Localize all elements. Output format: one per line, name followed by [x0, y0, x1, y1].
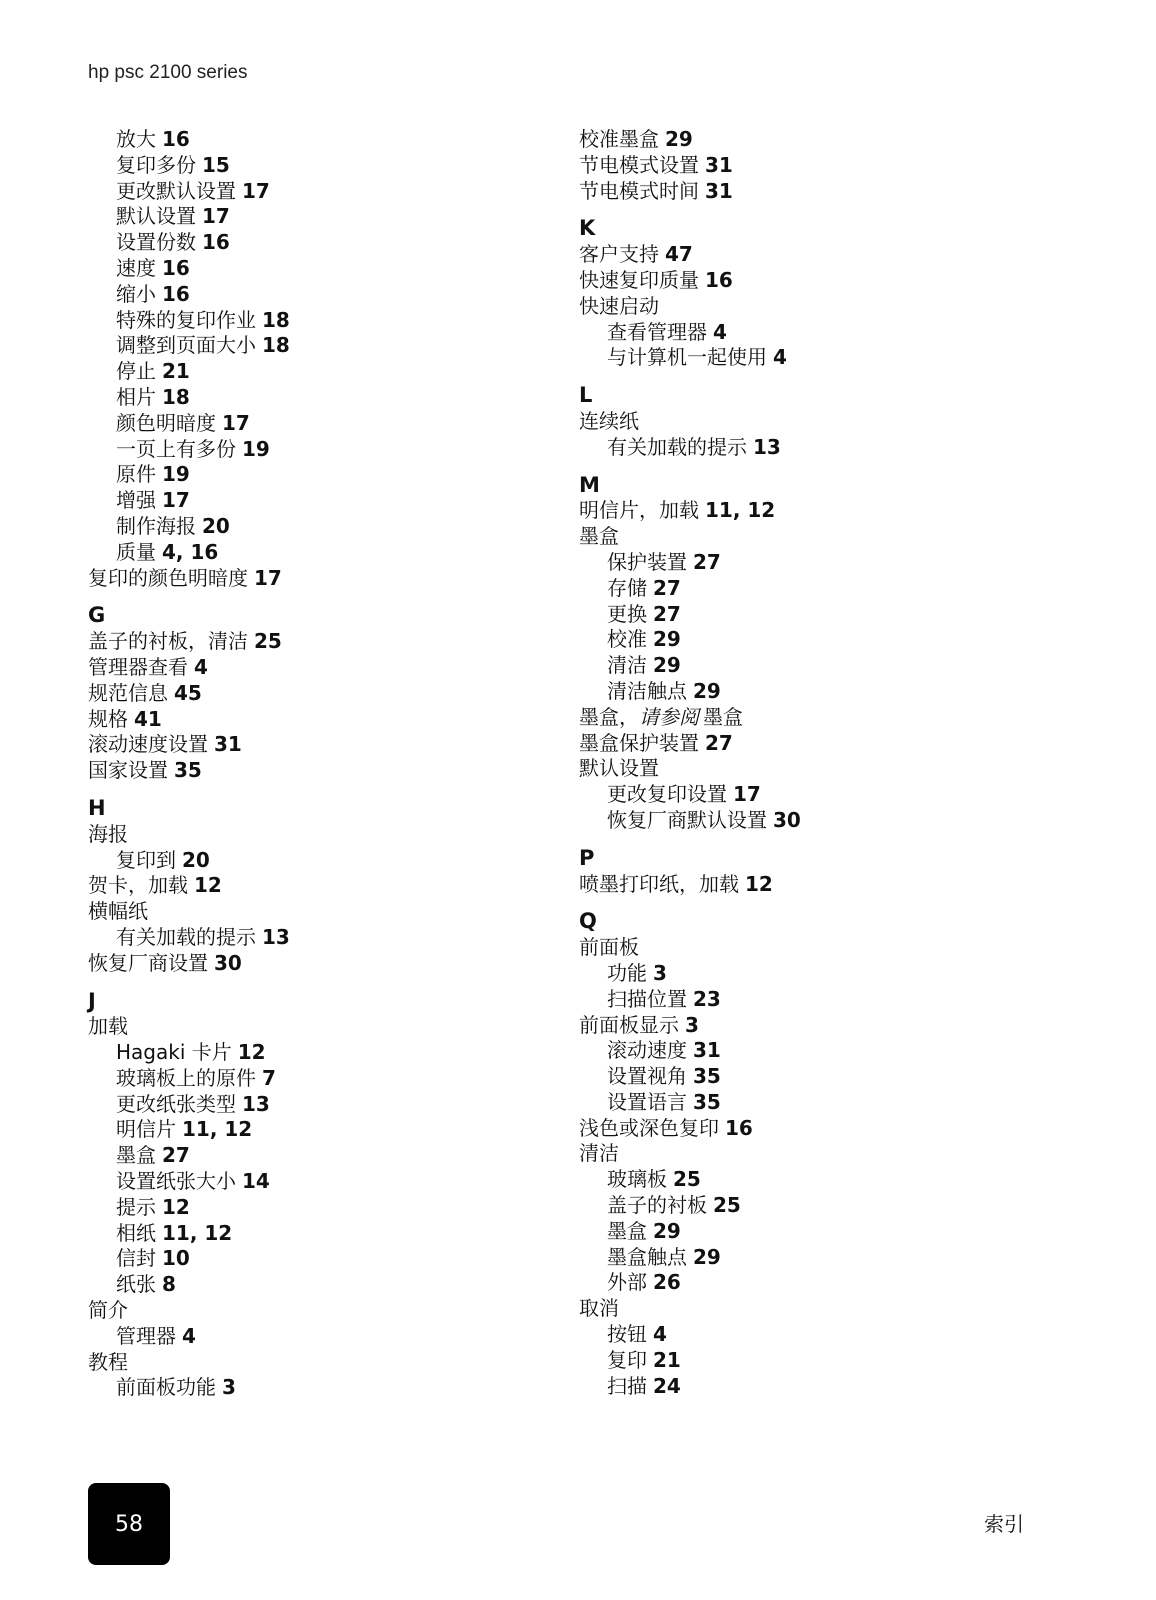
index-term: 前面板: [579, 935, 639, 960]
index-entry: [579, 498, 1079, 524]
index-page-refs: 4: [653, 1322, 667, 1347]
index-entry: [579, 294, 1079, 320]
index-letter-heading: K: [579, 216, 596, 241]
index-letter-heading: Q: [579, 909, 597, 934]
index-subentry: [88, 488, 588, 514]
index-page-refs: 16: [725, 1115, 753, 1140]
index-subentry: [88, 1169, 588, 1195]
index-page-refs: 21: [653, 1347, 681, 1372]
index-entry: [88, 732, 588, 758]
index-entry: [88, 1014, 588, 1040]
index-term: 前面板功能: [116, 1375, 216, 1400]
index-entry: [579, 1013, 1079, 1039]
index-term: 功能: [607, 960, 647, 985]
index-term: 更改默认设置: [116, 178, 236, 203]
index-term: 墨盒: [607, 1218, 647, 1243]
index-subentry: [579, 627, 1079, 653]
index-entry: [579, 1296, 1079, 1322]
index-subentry: [579, 1219, 1079, 1245]
index-page-refs: 16: [202, 230, 230, 255]
running-header: hp psc 2100 series: [88, 62, 248, 83]
index-term: 外部: [607, 1270, 647, 1295]
index-entry: [579, 268, 1079, 294]
index-entry: [88, 951, 588, 977]
index-term: 按钮: [607, 1322, 647, 1347]
index-subentry: [88, 1272, 588, 1298]
index-page-refs: 15: [202, 152, 230, 177]
index-letter-heading: L: [579, 383, 593, 408]
index-term: 节电模式时间: [579, 178, 699, 203]
index-entry: [88, 873, 588, 899]
index-page-refs: 29: [693, 1244, 721, 1269]
index-page-refs: 45: [174, 680, 202, 705]
index-subentry: [88, 308, 588, 334]
index-term: 更改纸张类型: [116, 1091, 236, 1116]
index-page-refs: 17: [254, 565, 282, 590]
index-page-refs: 19: [242, 436, 270, 461]
index-page-refs: 3: [685, 1012, 699, 1037]
index-subentry: [579, 1193, 1079, 1219]
index-entry: [88, 1298, 588, 1324]
index-page-refs: 4, 16: [162, 539, 219, 564]
index-see-also: 请参阅: [639, 704, 699, 729]
index-term: 扫描位置: [607, 986, 687, 1011]
index-term: 恢复厂商设置: [88, 950, 208, 975]
index-page-refs: 25: [713, 1193, 741, 1218]
index-subentry: [579, 1270, 1079, 1296]
index-subentry: [88, 204, 588, 230]
index-page-refs: 14: [242, 1169, 270, 1194]
index-page-refs: 29: [665, 127, 693, 151]
index-subentry: [88, 411, 588, 437]
index-term: 规格: [88, 706, 128, 731]
index-term: 横幅纸: [88, 899, 148, 924]
index-term: 复印的颜色明暗度: [88, 565, 248, 590]
index-entry: [579, 872, 1079, 898]
index-term: 浅色或深色复印: [579, 1115, 719, 1140]
index-subentry: [88, 1143, 588, 1169]
index-page-refs: 19: [162, 462, 190, 487]
index-term: 调整到页面大小: [116, 333, 256, 358]
index-subentry: [88, 1066, 588, 1092]
index-term: 放大: [116, 127, 156, 151]
index-page-refs: 13: [242, 1091, 270, 1116]
index-subentry: [579, 1348, 1079, 1374]
index-term: 明信片: [116, 1117, 176, 1142]
index-page-refs: 12: [745, 871, 773, 896]
index-page-refs: 4: [773, 345, 787, 370]
index-page-refs: 29: [653, 1218, 681, 1243]
index-page-refs: 7: [262, 1065, 276, 1090]
index-page-refs: 12: [162, 1194, 190, 1219]
index-page-refs: 18: [162, 384, 190, 409]
index-term: 快速启动: [579, 293, 659, 318]
index-term: 更改复印设置: [607, 782, 727, 807]
index-term: 前面板显示: [579, 1012, 679, 1037]
index-subentry: [579, 1245, 1079, 1271]
index-subentry: [579, 320, 1079, 346]
index-subentry: [88, 127, 588, 153]
index-term: 信封: [116, 1246, 156, 1271]
index-page-refs: 11, 12: [182, 1117, 253, 1142]
index-page-refs: 27: [162, 1143, 190, 1168]
index-page-refs: 25: [673, 1167, 701, 1192]
index-entry: [579, 1116, 1079, 1142]
index-letter-heading: J: [88, 988, 96, 1013]
index-term: 盖子的衬板: [607, 1193, 707, 1218]
index-subentry: [579, 550, 1079, 576]
index-page-refs: 10: [162, 1246, 190, 1271]
index-page-refs: 27: [653, 575, 681, 600]
index-subentry: [88, 1040, 588, 1066]
index-page-refs: 17: [162, 488, 190, 513]
index-term: 清洁: [607, 653, 647, 678]
index-entry: [88, 655, 588, 681]
index-letter-heading: P: [579, 845, 595, 870]
index-entry: [579, 524, 1079, 550]
index-subentry: [579, 1038, 1079, 1064]
index-term: Hagaki 卡片: [116, 1040, 232, 1065]
index-page-refs: 29: [653, 653, 681, 678]
index-subentry: [88, 1221, 588, 1247]
index-term: 默认设置: [579, 756, 659, 781]
index-subentry: [579, 653, 1079, 679]
index-subentry: [88, 333, 588, 359]
index-page-refs: 20: [202, 513, 230, 538]
index-term: 贺卡，加载: [88, 873, 188, 898]
index-page-refs: 13: [262, 924, 290, 949]
index-letter-heading: M: [579, 472, 600, 497]
index-page-refs: 16: [162, 255, 190, 280]
index-subentry: [88, 1092, 588, 1118]
index-see-also-target: 墨盒: [703, 704, 743, 729]
index-term: 提示: [116, 1194, 156, 1219]
index-term: 管理器: [116, 1323, 176, 1348]
index-page-refs: 17: [733, 782, 761, 807]
index-page-refs: 4: [713, 319, 727, 344]
index-subentry: [579, 1322, 1079, 1348]
index-page-refs: 26: [653, 1270, 681, 1295]
index-page-refs: 16: [162, 127, 190, 151]
index-subentry: [88, 1324, 588, 1350]
index-term: 喷墨打印纸，加载: [579, 871, 739, 896]
index-term: 墨盒: [116, 1143, 156, 1168]
index-page-refs: 3: [222, 1375, 236, 1400]
index-page-refs: 17: [202, 204, 230, 229]
index-term: 盖子的衬板，清洁: [88, 629, 248, 654]
index-term: 玻璃板上的原件: [116, 1065, 256, 1090]
index-page-refs: 29: [693, 678, 721, 703]
index-column-left: [88, 127, 588, 1401]
index-subentry: [88, 514, 588, 540]
index-subentry: [88, 282, 588, 308]
index-term: 校准: [607, 627, 647, 652]
index-page-refs: 30: [773, 807, 801, 832]
index-term: 连续纸: [579, 408, 639, 433]
index-page-refs: 27: [705, 730, 733, 755]
index-subentry: [579, 961, 1079, 987]
index-subentry: [579, 1064, 1079, 1090]
index-page-refs: 18: [262, 333, 290, 358]
index-term: 存储: [607, 575, 647, 600]
index-page-refs: 24: [653, 1373, 681, 1398]
index-term: 恢复厂商默认设置: [607, 807, 767, 832]
index-page-refs: 11, 12: [162, 1220, 233, 1245]
index-entry: [88, 629, 588, 655]
index-term: 清洁: [579, 1141, 619, 1166]
index-term: 查看管理器: [607, 319, 707, 344]
index-entry: [579, 242, 1079, 268]
index-page-refs: 3: [653, 960, 667, 985]
index-entry: [579, 935, 1079, 961]
index-page-refs: 4: [182, 1323, 196, 1348]
index-term: 复印到: [116, 847, 176, 872]
index-term: 制作海报: [116, 513, 196, 538]
index-subentry: [88, 179, 588, 205]
index-entry: [579, 1141, 1079, 1167]
index-term: 增强: [116, 488, 156, 513]
index-subentry: [88, 359, 588, 385]
index-page-refs: 4: [194, 654, 208, 679]
index-subentry: [579, 345, 1079, 371]
index-subentry: [88, 1195, 588, 1221]
index-term: 海报: [88, 821, 128, 846]
index-entry: [88, 681, 588, 707]
index-page-refs: 17: [242, 178, 270, 203]
index-subentry: [88, 925, 588, 951]
index-term: 设置纸张大小: [116, 1169, 236, 1194]
index-term: 与计算机一起使用: [607, 345, 767, 370]
index-entry: [579, 705, 1079, 731]
index-page-refs: 11, 12: [705, 498, 776, 523]
index-term: 保护装置: [607, 549, 687, 574]
index-term: 简介: [88, 1298, 128, 1323]
index-column-right: [579, 127, 1079, 1399]
index-term: 更换: [607, 601, 647, 626]
index-subentry: [88, 437, 588, 463]
index-subentry: [88, 1375, 588, 1401]
index-term: 墨盒，: [579, 704, 639, 729]
index-page-refs: 31: [705, 152, 733, 177]
index-subentry: [88, 540, 588, 566]
index-term: 清洁触点: [607, 678, 687, 703]
index-page-refs: 27: [693, 549, 721, 574]
index-page-refs: 35: [693, 1089, 721, 1114]
index-subentry: [88, 256, 588, 282]
index-term: 滚动速度设置: [88, 732, 208, 757]
index-term: 设置份数: [116, 230, 196, 255]
index-term: 节电模式设置: [579, 152, 699, 177]
index-page-refs: 16: [705, 267, 733, 292]
index-term: 教程: [88, 1349, 128, 1374]
index-term: 客户支持: [579, 242, 659, 267]
index-term: 纸张: [116, 1272, 156, 1297]
index-page-refs: 47: [665, 242, 693, 267]
index-entry: [579, 756, 1079, 782]
index-term: 玻璃板: [607, 1167, 667, 1192]
index-page-refs: 18: [262, 307, 290, 332]
index-subentry: [579, 435, 1079, 461]
index-subentry: [88, 1117, 588, 1143]
index-term: 墨盒: [579, 524, 619, 549]
index-term: 原件: [116, 462, 156, 487]
index-term: 取消: [579, 1296, 619, 1321]
index-term: 墨盒触点: [607, 1244, 687, 1269]
index-subentry: [88, 230, 588, 256]
page-number-box: [88, 1483, 170, 1565]
index-entry: [88, 1350, 588, 1376]
index-term: 国家设置: [88, 758, 168, 783]
index-subentry: [579, 987, 1079, 1013]
index-subentry: [579, 576, 1079, 602]
index-term: 一页上有多份: [116, 436, 236, 461]
index-subentry: [88, 1246, 588, 1272]
index-term: 停止: [116, 359, 156, 384]
index-entry: [88, 707, 588, 733]
index-entry: [579, 127, 1079, 153]
index-entry: [88, 899, 588, 925]
index-term: 滚动速度: [607, 1038, 687, 1063]
index-page-refs: 35: [693, 1064, 721, 1089]
index-page-refs: 12: [237, 1040, 266, 1065]
index-term: 默认设置: [116, 204, 196, 229]
index-subentry: [579, 1374, 1079, 1400]
index-page-refs: 25: [254, 629, 282, 654]
index-term: 规范信息: [88, 680, 168, 705]
index-page-refs: 41: [134, 706, 162, 731]
index-page-refs: 20: [182, 847, 210, 872]
index-term: 复印多份: [116, 152, 196, 177]
index-term: 扫描: [607, 1373, 647, 1398]
index-term: 快速复印质量: [579, 267, 699, 292]
index-subentry: [88, 848, 588, 874]
index-term: 校准墨盒: [579, 127, 659, 151]
index-term: 明信片，加载: [579, 498, 699, 523]
index-letter-heading: G: [88, 603, 106, 628]
index-page-refs: 27: [653, 601, 681, 626]
index-term: 墨盒保护装置: [579, 730, 699, 755]
index-subentry: [579, 1090, 1079, 1116]
index-subentry: [579, 782, 1079, 808]
index-subentry: [579, 808, 1079, 834]
index-term: 颜色明暗度: [116, 410, 216, 435]
index-entry: [88, 566, 588, 592]
index-term: 有关加载的提示: [116, 924, 256, 949]
index-term: 复印: [607, 1347, 647, 1372]
index-page-refs: 31: [693, 1038, 721, 1063]
index-term: 质量: [116, 539, 156, 564]
index-subentry: [88, 462, 588, 488]
index-subentry: [88, 153, 588, 179]
index-subentry: [579, 679, 1079, 705]
index-subentry: [579, 602, 1079, 628]
index-page-refs: 35: [174, 758, 202, 783]
index-page-refs: 21: [162, 359, 190, 384]
index-page-refs: 31: [705, 178, 733, 203]
index-term: 设置语言: [607, 1089, 687, 1114]
index-page-refs: 30: [214, 950, 242, 975]
index-letter-heading: H: [88, 795, 106, 820]
index-entry: [579, 409, 1079, 435]
index-page-refs: 29: [653, 627, 681, 652]
index-term: 有关加载的提示: [607, 434, 747, 459]
index-page-refs: 31: [214, 732, 242, 757]
index-entry: [88, 822, 588, 848]
index-page-refs: 8: [162, 1272, 176, 1297]
index-page-refs: 17: [222, 410, 250, 435]
index-page-refs: 23: [693, 986, 721, 1011]
index-term: 相片: [116, 384, 156, 409]
section-name: 索引: [984, 1512, 1024, 1536]
index-term: 特殊的复印作业: [116, 307, 256, 332]
index-subentry: [88, 385, 588, 411]
index-term: 相纸: [116, 1220, 156, 1245]
index-term: 缩小: [116, 281, 156, 306]
index-subentry: [579, 1167, 1079, 1193]
index-term: 管理器查看: [88, 654, 188, 679]
index-entry: [88, 758, 588, 784]
index-term: 设置视角: [607, 1064, 687, 1089]
index-page-refs: 12: [194, 873, 222, 898]
index-term: 加载: [88, 1014, 128, 1039]
index-entry: [579, 179, 1079, 205]
index-page-refs: 13: [753, 434, 781, 459]
index-entry: [579, 153, 1079, 179]
index-entry: [579, 731, 1079, 757]
page-number: 58: [115, 1511, 143, 1537]
index-term: 速度: [116, 255, 156, 280]
index-page-refs: 16: [162, 281, 190, 306]
